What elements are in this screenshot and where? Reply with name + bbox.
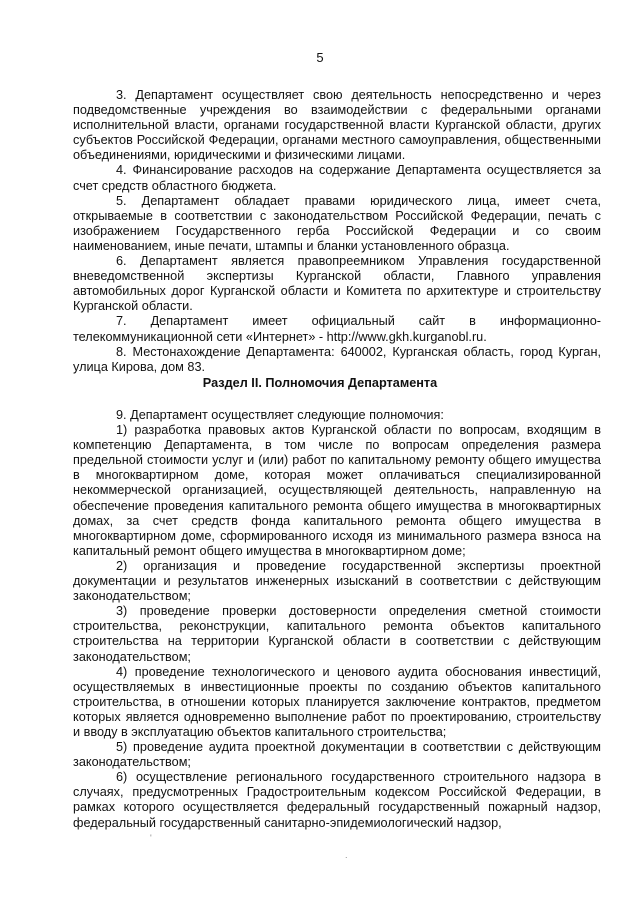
scan-speck: .	[345, 850, 348, 860]
item-4: 4) проведение технологического и ценового аудита обоснования инвестиций, осуществляемых в инвестиционные проекты по созданию объектов капитального строительства, в отношении которых планируется заключение контрактов, предметом которых является одновременно выполнение работ по проектированию, строительству и вводу в эксплуатацию объектов капитального строительства;	[73, 664, 601, 739]
page-number: 5	[316, 50, 324, 65]
item-6: 6) осуществление регионального государственного строительного надзора в случаях, предусмотренных Градостроительным кодексом Российской Федерации, в рамках которого осуществляется федеральный государственный пожарный надзор, федеральный государственный санитарно-эпидемиологический надзор,	[73, 770, 601, 830]
section-heading: Раздел II. Полномочия Департамента	[202, 376, 438, 390]
scan-speck: '	[150, 833, 152, 843]
item-1: 1) разработка правовых актов Курганской области по вопросам, входящим в компетенцию Департамента, в том числе по вопросам определения размера предельной стоимости услуг и (или) работ по капитальному ремонту общего имущества в многоквартирном доме, которая может оплачиваться специализированной некоммерческой организацией, осуществляющей деятельность, направленную на обеспечение проведения капитального ремонта общего имущества в многоквартирных домах, за счет средств фонда капитального ремонта общего имущества в многоквартирном доме, сформированного исходя из минимального размера взноса на капитальный ремонт общего имущества в многоквартирном доме;	[73, 423, 601, 558]
paragraph-3: 3. Департамент осуществляет свою деятельность непосредственно и через подведомственные учреждения во взаимодействии с федеральными органами исполнительной власти, органами государственной власти Курганской области, других субъектов Российской Федерации, органами местного самоуправления, общественными объединениями, юридическими и физическими лицами.	[73, 88, 601, 163]
paragraph-7: 7. Департамент имеет официальный сайт в информационно-телекоммуникационной сети «Интернет» - http://www.gkh.kurganobl.ru.	[73, 314, 601, 344]
paragraphs-after-section	[73, 408, 601, 831]
paragraph-9: 9. Департамент осуществляет следующие полномочия:	[116, 408, 444, 422]
paragraph-6: 6. Департамент является правопреемником Управления государственной вневедомственной экспертизы Курганской области, Главного управления автомобильных дорог Курганской области и Комитета по архитектуре и строительству Курганской области.	[73, 254, 601, 314]
paragraph-8: 8. Местонахождение Департамента: 640002, Курганская область, город Курган, улица Кирова, дом 83.	[73, 344, 601, 374]
item-3: 3) проведение проверки достоверности определения сметной стоимости строительства, реконструкции, капитального ремонта объектов капитального строительства на территории Курганской области в соответствии с действующим законодательством;	[73, 604, 601, 664]
item-2: 2) организация и проведение государственной экспертизы проектной документации и результатов инженерных изысканий в соответствии с действующим законодательством;	[73, 558, 601, 604]
item-5: 5) проведение аудита проектной документации в соответствии с действующим законодательством;	[73, 740, 601, 770]
paragraph-5: 5. Департамент обладает правами юридического лица, имеет счета, открываемые в соответствии с законодательством Российской Федерации, печать с изображением Государственного герба Российской Федерации и со своим наименованием, иные печати, штампы и бланки установленного образца.	[73, 193, 601, 253]
paragraphs-before-section	[73, 88, 601, 375]
paragraph-4: 4. Финансирование расходов на содержание Департамента осуществляется за счет средств областного бюджета.	[73, 163, 601, 193]
